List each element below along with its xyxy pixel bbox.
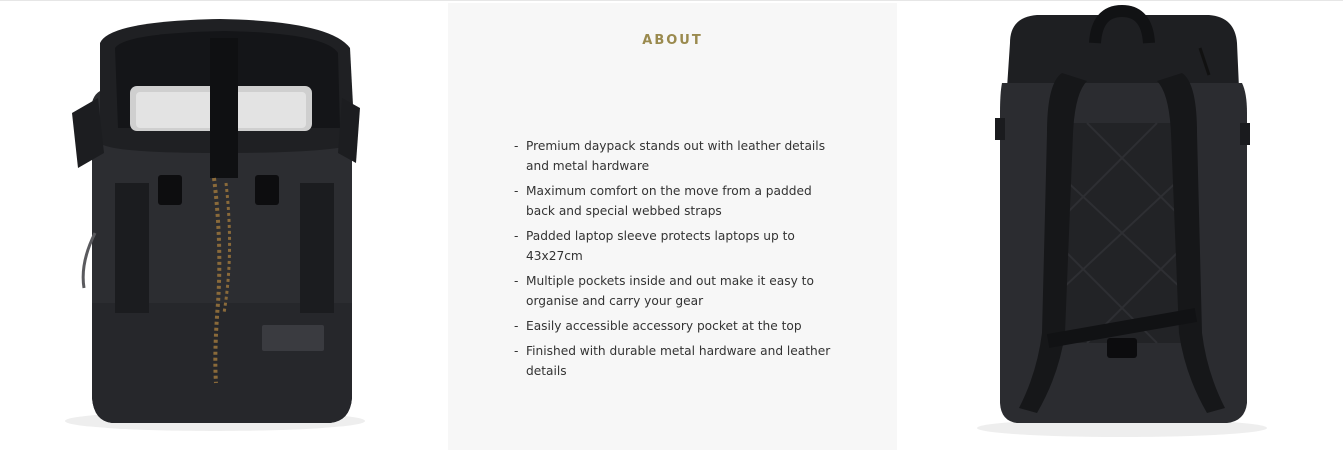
backpack-back-straps-image: [897, 3, 1343, 450]
about-panel: [448, 3, 897, 450]
feature-text: Premium daypack stands out with leather details and metal hardware: [526, 139, 826, 173]
feature-item: [514, 181, 834, 221]
product-image-right: [897, 3, 1343, 450]
product-image-left: [0, 3, 448, 450]
feature-item: [514, 226, 834, 266]
feature-text: Multiple pockets inside and out make it easy to organise and carry your gear: [526, 274, 814, 308]
bullet-dash: -: [514, 184, 519, 198]
feature-item: [514, 341, 834, 381]
feature-item: [514, 271, 834, 311]
top-divider: [0, 0, 1343, 1]
feature-text: Padded laptop sleeve protects laptops up to 43x27cm: [526, 229, 795, 263]
feature-text: Easily accessible accessory pocket at the top: [526, 319, 802, 333]
backpack-open-front-image: [0, 3, 448, 450]
feature-item: [514, 136, 834, 176]
bullet-dash: -: [514, 229, 519, 243]
bullet-dash: -: [514, 274, 519, 288]
bullet-dash: -: [514, 344, 519, 358]
feature-list: [514, 136, 834, 386]
feature-text: Maximum comfort on the move from a padded back and special webbed straps: [526, 184, 812, 218]
bullet-dash: -: [514, 139, 519, 153]
about-heading: ABOUT: [642, 33, 703, 48]
feature-text: Finished with durable metal hardware and leather details: [526, 344, 831, 378]
feature-item: [514, 316, 834, 336]
bullet-dash: -: [514, 319, 519, 333]
